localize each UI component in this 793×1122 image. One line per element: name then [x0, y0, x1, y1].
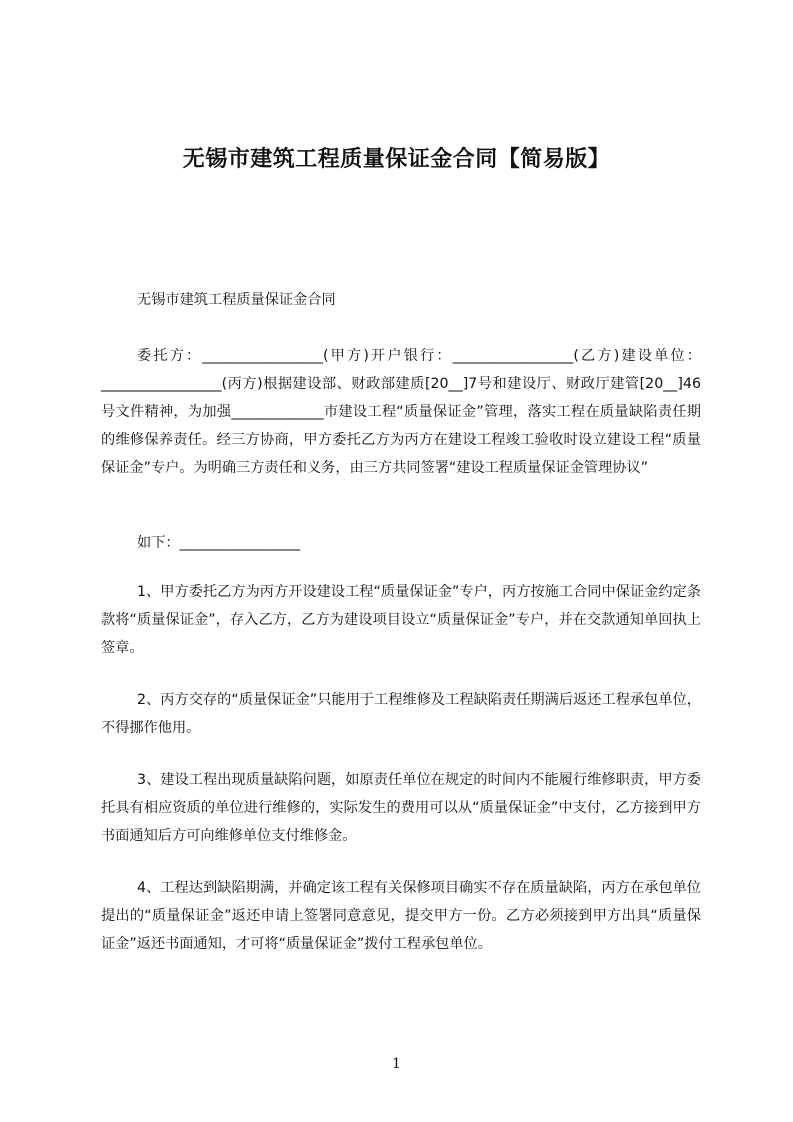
clause-4: 4、工程达到缺陷期满，并确定该工程有关保修项目确实不存在质量缺陷，丙方在承包单位提出的“质量保证金”返还申请上签署同意意见，提交甲方一份。乙方必须接到甲方出具“质量保证金”返还书面通知，才可将“质量保证金”拨付工程承包单位。	[101, 880, 701, 952]
document-title: 无锡市建筑工程质量保证金合同【简易版】	[182, 147, 611, 172]
page-number: 1	[392, 1056, 401, 1072]
contract-subtitle: 无锡市建筑工程质量保证金合同	[137, 292, 336, 308]
clause-2: 2、丙方交存的“质量保证金”只能用于工程维修及工程缺陷责任期满后返还工程承包单位，不得挪作他用。	[101, 692, 701, 736]
intro-paragraph: 委托方：_________________(甲方)开户银行：_________________(乙方)建设单位：_________________(丙方)根据建设部、财政部建质[20__]7号和建设厅、财政厅建管[20__]46号文件精神，为加强_____________市建设工程“质量保证金”管理，落实工程在质量缺陷责任期的维修保养责任。经三方协商，甲方委托乙方为丙方在建设工程竣工验收时设立建设工程“质量保证金”专户。为明确三方责任和义务，由三方共同签署“建设工程质量保证金管理协议”	[101, 348, 701, 476]
as-follows-line: 如下：_________________	[137, 535, 301, 551]
clause-3: 3、建设工程出现质量缺陷问题，如原责任单位在规定的时间内不能履行维修职责，甲方委托具有相应资质的单位进行维修的，实际发生的费用可以从“质量保证金”中支付，乙方接到甲方书面通知后方可向维修单位支付维修金。	[101, 772, 701, 844]
clause-1: 1、甲方委托乙方为丙方开设建设工程“质量保证金”专户，丙方按施工合同中保证金约定条款将“质量保证金”，存入乙方，乙方为建设项目设立“质量保证金”专户，并在交款通知单回执上签章。	[101, 584, 701, 656]
